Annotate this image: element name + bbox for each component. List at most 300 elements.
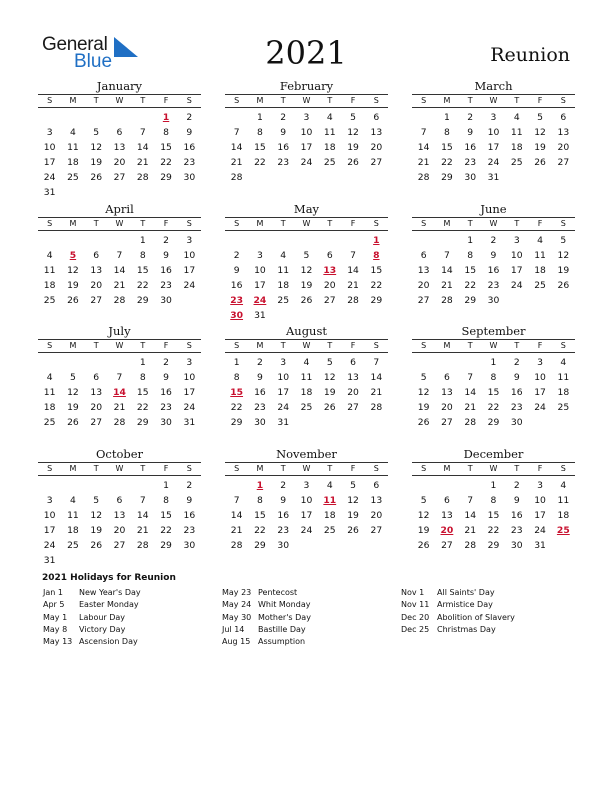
weekday-label: W bbox=[489, 96, 498, 105]
holiday-item bbox=[222, 636, 311, 648]
empty-day-cell bbox=[528, 415, 551, 430]
empty-day-cell bbox=[108, 355, 131, 370]
day-cell: 21 bbox=[417, 157, 430, 168]
day-cell: 2 bbox=[186, 480, 193, 491]
day-cell: 21 bbox=[370, 387, 383, 398]
month-november bbox=[225, 447, 388, 553]
weekday-label: W bbox=[115, 464, 124, 473]
weekday-label: S bbox=[421, 96, 427, 105]
day-cell: 3 bbox=[303, 112, 310, 123]
week-row bbox=[412, 415, 575, 430]
day-cell: 21 bbox=[136, 525, 149, 536]
holiday-date: Jan 1 bbox=[43, 588, 63, 597]
day-cell: 16 bbox=[230, 280, 243, 291]
day-cell: 12 bbox=[557, 250, 570, 261]
empty-day-cell bbox=[154, 553, 177, 568]
day-cell: 17 bbox=[300, 510, 313, 521]
week-row bbox=[412, 278, 575, 293]
day-cell: 8 bbox=[256, 495, 263, 506]
empty-day-cell bbox=[341, 538, 364, 553]
day-cell: 27 bbox=[113, 172, 126, 183]
day-cell: 30 bbox=[487, 295, 500, 306]
day-cell: 12 bbox=[90, 510, 103, 521]
day-cell: 10 bbox=[534, 372, 546, 383]
empty-day-cell bbox=[248, 170, 271, 185]
holiday-day-cell: 11 bbox=[323, 495, 337, 506]
day-cell: 17 bbox=[487, 142, 500, 153]
day-cell: 2 bbox=[280, 112, 287, 123]
weekday-header bbox=[412, 462, 575, 476]
day-cell: 3 bbox=[46, 495, 53, 506]
day-cell: 5 bbox=[303, 250, 310, 261]
holiday-name: Victory Day bbox=[79, 624, 126, 634]
holiday-date: Apr 5 bbox=[43, 600, 65, 610]
holiday-day-cell: 8 bbox=[373, 250, 380, 261]
weekday-label: S bbox=[373, 96, 379, 105]
week-row bbox=[225, 155, 388, 170]
day-cell: 31 bbox=[43, 187, 56, 198]
day-cell: 14 bbox=[136, 510, 149, 521]
day-cell: 19 bbox=[90, 525, 103, 536]
day-cell: 3 bbox=[186, 235, 193, 246]
day-cell: 20 bbox=[90, 402, 103, 413]
weekday-label: W bbox=[302, 341, 311, 350]
day-cell: 13 bbox=[441, 387, 453, 398]
weekday-label: W bbox=[115, 219, 124, 228]
day-cell: 2 bbox=[163, 357, 169, 368]
day-cell: 1 bbox=[233, 357, 240, 368]
day-cell: 18 bbox=[557, 510, 570, 521]
day-cell: 1 bbox=[139, 235, 146, 246]
weekday-header bbox=[38, 339, 201, 353]
day-cell: 4 bbox=[326, 112, 333, 123]
empty-day-cell bbox=[85, 185, 108, 200]
holiday-item bbox=[43, 612, 141, 624]
day-cell: 24 bbox=[183, 280, 196, 291]
weekday-label: S bbox=[234, 464, 240, 473]
day-cell: 25 bbox=[300, 402, 313, 413]
day-cell: 9 bbox=[513, 495, 520, 506]
day-cell: 1 bbox=[163, 480, 169, 491]
empty-day-cell bbox=[318, 538, 341, 553]
day-cell: 12 bbox=[417, 387, 430, 398]
day-cell: 31 bbox=[183, 417, 196, 428]
day-cell: 8 bbox=[139, 250, 146, 261]
weekday-label: F bbox=[350, 341, 356, 350]
day-cell: 20 bbox=[323, 280, 336, 291]
week-row bbox=[38, 278, 201, 293]
day-cell: 13 bbox=[557, 127, 570, 138]
month-name: September bbox=[461, 324, 526, 338]
empty-day-cell bbox=[552, 170, 575, 185]
day-cell: 10 bbox=[300, 127, 313, 138]
month-june bbox=[412, 202, 575, 308]
day-cell: 5 bbox=[350, 480, 356, 491]
empty-day-cell bbox=[225, 233, 248, 248]
month-january bbox=[38, 79, 201, 200]
empty-day-cell bbox=[412, 110, 435, 125]
empty-day-cell bbox=[131, 110, 154, 125]
weekday-label: S bbox=[421, 464, 427, 473]
day-cell: 22 bbox=[136, 402, 149, 413]
day-cell: 14 bbox=[113, 265, 126, 276]
weekday-label: S bbox=[234, 219, 240, 228]
day-cell: 9 bbox=[163, 372, 169, 383]
day-cell: 24 bbox=[510, 280, 523, 291]
day-cell: 19 bbox=[417, 525, 430, 536]
weekday-label: W bbox=[115, 96, 124, 105]
day-cell: 26 bbox=[90, 172, 103, 183]
day-cell: 20 bbox=[370, 510, 383, 521]
day-cell: 27 bbox=[90, 295, 103, 306]
week-row bbox=[225, 293, 388, 308]
day-cell: 30 bbox=[464, 172, 477, 183]
weekday-label: T bbox=[327, 219, 333, 228]
holiday-day-cell: 20 bbox=[440, 525, 454, 536]
day-cell: 4 bbox=[69, 495, 76, 506]
day-cell: 7 bbox=[467, 495, 474, 506]
day-cell: 3 bbox=[513, 235, 520, 246]
day-cell: 8 bbox=[490, 372, 497, 383]
day-cell: 16 bbox=[510, 387, 523, 398]
month-august bbox=[225, 324, 388, 430]
holiday-day-cell: 1 bbox=[373, 235, 380, 246]
day-cell: 6 bbox=[116, 127, 123, 138]
empty-day-cell bbox=[365, 170, 388, 185]
day-cell: 13 bbox=[113, 142, 126, 153]
week-row bbox=[38, 125, 201, 140]
empty-day-cell bbox=[295, 170, 318, 185]
weekday-label: M bbox=[69, 96, 77, 105]
day-cell: 13 bbox=[90, 387, 103, 398]
day-cell: 26 bbox=[534, 157, 546, 168]
day-cell: 1 bbox=[443, 112, 450, 123]
weekday-label: F bbox=[163, 219, 169, 228]
empty-day-cell bbox=[341, 170, 364, 185]
day-cell: 3 bbox=[280, 357, 287, 368]
day-cell: 3 bbox=[537, 357, 543, 368]
weekday-header bbox=[225, 462, 388, 476]
week-row bbox=[225, 538, 388, 553]
day-cell: 9 bbox=[256, 372, 263, 383]
day-cell: 3 bbox=[46, 127, 53, 138]
month-march bbox=[412, 79, 575, 185]
empty-day-cell bbox=[341, 308, 364, 323]
month-name: December bbox=[463, 447, 524, 461]
day-cell: 23 bbox=[277, 525, 290, 536]
day-cell: 26 bbox=[67, 417, 79, 428]
day-cell: 25 bbox=[43, 417, 56, 428]
week-row bbox=[412, 508, 575, 523]
empty-day-cell bbox=[178, 553, 201, 568]
empty-day-cell bbox=[131, 185, 154, 200]
day-cell: 25 bbox=[323, 157, 336, 168]
day-cell: 25 bbox=[534, 280, 546, 291]
holiday-name: Abolition of Slavery bbox=[437, 612, 515, 622]
holiday-name: All Saints' Day bbox=[437, 588, 495, 597]
day-cell: 10 bbox=[43, 142, 56, 153]
day-cell: 12 bbox=[417, 510, 430, 521]
day-cell: 14 bbox=[370, 372, 383, 383]
weekday-label: T bbox=[140, 96, 146, 105]
day-cell: 26 bbox=[417, 540, 430, 551]
week-row bbox=[412, 233, 575, 248]
day-cell: 9 bbox=[233, 265, 240, 276]
holiday-date: May 13 bbox=[43, 637, 73, 647]
day-cell: 29 bbox=[160, 540, 172, 551]
month-october bbox=[38, 447, 201, 568]
day-cell: 17 bbox=[300, 142, 313, 153]
week-row bbox=[38, 508, 201, 523]
day-cell: 18 bbox=[300, 387, 313, 398]
weekday-label: T bbox=[280, 464, 286, 473]
weekday-label: W bbox=[115, 341, 124, 350]
day-cell: 6 bbox=[443, 372, 450, 383]
empty-day-cell bbox=[61, 233, 84, 248]
day-cell: 10 bbox=[300, 495, 313, 506]
empty-day-cell bbox=[341, 233, 364, 248]
weekday-label: F bbox=[350, 219, 356, 228]
day-cell: 31 bbox=[43, 555, 56, 566]
day-cell: 30 bbox=[510, 540, 523, 551]
week-row bbox=[225, 125, 388, 140]
day-cell: 18 bbox=[43, 280, 56, 291]
weekday-label: T bbox=[140, 219, 146, 228]
day-cell: 29 bbox=[464, 295, 477, 306]
holiday-name: Labour Day bbox=[79, 612, 126, 622]
day-cell: 5 bbox=[420, 372, 427, 383]
day-cell: 27 bbox=[557, 157, 570, 168]
week-row bbox=[38, 155, 201, 170]
day-cell: 11 bbox=[510, 127, 523, 138]
day-cell: 8 bbox=[443, 127, 450, 138]
empty-day-cell bbox=[412, 355, 435, 370]
day-cell: 4 bbox=[560, 480, 567, 491]
empty-day-cell bbox=[38, 233, 61, 248]
day-cell: 9 bbox=[467, 127, 474, 138]
day-cell: 6 bbox=[373, 112, 380, 123]
day-cell: 12 bbox=[323, 372, 336, 383]
day-cell: 14 bbox=[230, 142, 243, 153]
day-cell: 17 bbox=[43, 157, 56, 168]
empty-day-cell bbox=[528, 170, 551, 185]
day-cell: 28 bbox=[417, 172, 430, 183]
weekday-header bbox=[225, 339, 388, 353]
day-cell: 7 bbox=[373, 357, 380, 368]
week-row bbox=[38, 233, 201, 248]
day-cell: 14 bbox=[464, 387, 477, 398]
day-cell: 6 bbox=[373, 480, 380, 491]
day-cell: 6 bbox=[93, 372, 100, 383]
week-row bbox=[412, 538, 575, 553]
day-cell: 26 bbox=[347, 157, 359, 168]
day-cell: 8 bbox=[467, 250, 474, 261]
empty-day-cell bbox=[552, 293, 575, 308]
weekday-label: S bbox=[560, 341, 566, 350]
day-cell: 9 bbox=[163, 250, 169, 261]
day-cell: 4 bbox=[280, 250, 287, 261]
day-cell: 7 bbox=[139, 127, 146, 138]
day-cell: 20 bbox=[417, 280, 430, 291]
weekday-label: T bbox=[467, 464, 473, 473]
holiday-item bbox=[43, 599, 141, 611]
day-cell: 23 bbox=[464, 157, 477, 168]
day-cell: 10 bbox=[183, 372, 196, 383]
day-cell: 6 bbox=[116, 495, 123, 506]
empty-day-cell bbox=[38, 478, 61, 493]
day-cell: 21 bbox=[230, 157, 243, 168]
day-cell: 5 bbox=[93, 495, 100, 506]
day-cell: 22 bbox=[487, 525, 500, 536]
empty-day-cell bbox=[131, 553, 154, 568]
week-row bbox=[412, 263, 575, 278]
day-cell: 19 bbox=[534, 142, 546, 153]
day-cell: 11 bbox=[43, 387, 56, 398]
day-cell: 6 bbox=[93, 250, 100, 261]
day-cell: 28 bbox=[230, 172, 243, 183]
day-cell: 13 bbox=[113, 510, 126, 521]
day-cell: 20 bbox=[370, 142, 383, 153]
day-cell: 13 bbox=[90, 265, 103, 276]
day-cell: 23 bbox=[254, 402, 266, 413]
day-cell: 26 bbox=[417, 417, 430, 428]
week-row bbox=[225, 508, 388, 523]
day-cell: 19 bbox=[347, 510, 359, 521]
day-cell: 22 bbox=[160, 525, 172, 536]
day-cell: 19 bbox=[347, 142, 359, 153]
day-cell: 29 bbox=[370, 295, 383, 306]
day-cell: 20 bbox=[347, 387, 359, 398]
day-cell: 23 bbox=[277, 157, 290, 168]
month-name: July bbox=[108, 324, 131, 338]
day-cell: 7 bbox=[420, 127, 427, 138]
holiday-day-cell: 1 bbox=[256, 480, 264, 491]
day-cell: 27 bbox=[90, 417, 103, 428]
holiday-day-cell: 5 bbox=[69, 250, 77, 261]
day-cell: 16 bbox=[183, 510, 196, 521]
weekday-label: T bbox=[327, 96, 333, 105]
week-row bbox=[38, 385, 201, 400]
holiday-item bbox=[222, 612, 311, 624]
day-cell: 11 bbox=[300, 372, 313, 383]
day-cell: 9 bbox=[513, 372, 520, 383]
day-cell: 18 bbox=[534, 265, 546, 276]
weekday-header bbox=[38, 94, 201, 108]
empty-day-cell bbox=[85, 355, 108, 370]
calendar-year: 2021 bbox=[265, 34, 347, 72]
day-cell: 26 bbox=[323, 402, 336, 413]
holiday-column bbox=[222, 587, 311, 648]
day-cell: 7 bbox=[139, 495, 146, 506]
day-cell: 28 bbox=[136, 540, 149, 551]
day-cell: 16 bbox=[254, 387, 266, 398]
week-row bbox=[225, 248, 388, 263]
day-cell: 1 bbox=[256, 112, 263, 123]
empty-day-cell bbox=[61, 185, 84, 200]
holiday-day-cell: 15 bbox=[230, 387, 244, 398]
holiday-name: Pentecost bbox=[258, 588, 298, 597]
weekday-label: T bbox=[467, 219, 473, 228]
weekday-label: M bbox=[443, 341, 451, 350]
day-cell: 1 bbox=[490, 480, 497, 491]
day-cell: 17 bbox=[254, 280, 266, 291]
day-cell: 19 bbox=[300, 280, 313, 291]
empty-day-cell bbox=[435, 478, 458, 493]
empty-day-cell bbox=[272, 308, 295, 323]
weekday-label: S bbox=[186, 341, 192, 350]
day-cell: 2 bbox=[256, 357, 263, 368]
holiday-date: Nov 1 bbox=[401, 588, 425, 597]
weekday-label: W bbox=[302, 96, 311, 105]
day-cell: 15 bbox=[370, 265, 383, 276]
month-name: May bbox=[293, 202, 320, 216]
day-cell: 12 bbox=[90, 142, 103, 153]
empty-day-cell bbox=[459, 478, 482, 493]
day-cell: 21 bbox=[136, 157, 149, 168]
holiday-day-cell: 1 bbox=[162, 112, 170, 123]
day-cell: 10 bbox=[510, 250, 523, 261]
day-cell: 9 bbox=[186, 127, 193, 138]
day-cell: 4 bbox=[46, 372, 53, 383]
empty-day-cell bbox=[108, 110, 131, 125]
day-cell: 26 bbox=[67, 295, 79, 306]
day-cell: 6 bbox=[350, 357, 356, 368]
empty-day-cell bbox=[459, 355, 482, 370]
weekday-label: S bbox=[234, 341, 240, 350]
holiday-day-cell: 14 bbox=[113, 387, 126, 398]
weekday-label: T bbox=[140, 464, 146, 473]
empty-day-cell bbox=[85, 478, 108, 493]
holiday-item bbox=[43, 624, 141, 636]
week-row bbox=[38, 400, 201, 415]
day-cell: 26 bbox=[300, 295, 313, 306]
day-cell: 21 bbox=[113, 402, 126, 413]
day-cell: 9 bbox=[186, 495, 193, 506]
day-cell: 20 bbox=[113, 157, 126, 168]
weekday-label: T bbox=[514, 96, 520, 105]
day-cell: 18 bbox=[510, 142, 523, 153]
week-row bbox=[225, 400, 388, 415]
weekday-label: S bbox=[47, 96, 53, 105]
empty-day-cell bbox=[295, 308, 318, 323]
week-row bbox=[38, 553, 201, 568]
day-cell: 31 bbox=[277, 417, 290, 428]
day-cell: 24 bbox=[43, 172, 56, 183]
day-cell: 11 bbox=[67, 142, 79, 153]
day-cell: 1 bbox=[490, 357, 497, 368]
holiday-date: Nov 11 bbox=[401, 600, 430, 610]
week-row bbox=[38, 140, 201, 155]
holiday-day-cell: 25 bbox=[556, 525, 570, 536]
weekday-label: T bbox=[93, 464, 99, 473]
day-cell: 15 bbox=[136, 265, 149, 276]
day-cell: 27 bbox=[441, 417, 453, 428]
day-cell: 13 bbox=[441, 510, 453, 521]
weekday-label: T bbox=[93, 219, 99, 228]
week-row bbox=[38, 263, 201, 278]
day-cell: 16 bbox=[277, 510, 290, 521]
day-cell: 22 bbox=[441, 157, 453, 168]
day-cell: 7 bbox=[233, 127, 240, 138]
day-cell: 20 bbox=[557, 142, 570, 153]
week-row bbox=[412, 370, 575, 385]
day-cell: 11 bbox=[534, 250, 546, 261]
empty-day-cell bbox=[272, 233, 295, 248]
day-cell: 12 bbox=[347, 127, 359, 138]
empty-day-cell bbox=[225, 110, 248, 125]
empty-day-cell bbox=[435, 233, 458, 248]
day-cell: 28 bbox=[230, 540, 243, 551]
